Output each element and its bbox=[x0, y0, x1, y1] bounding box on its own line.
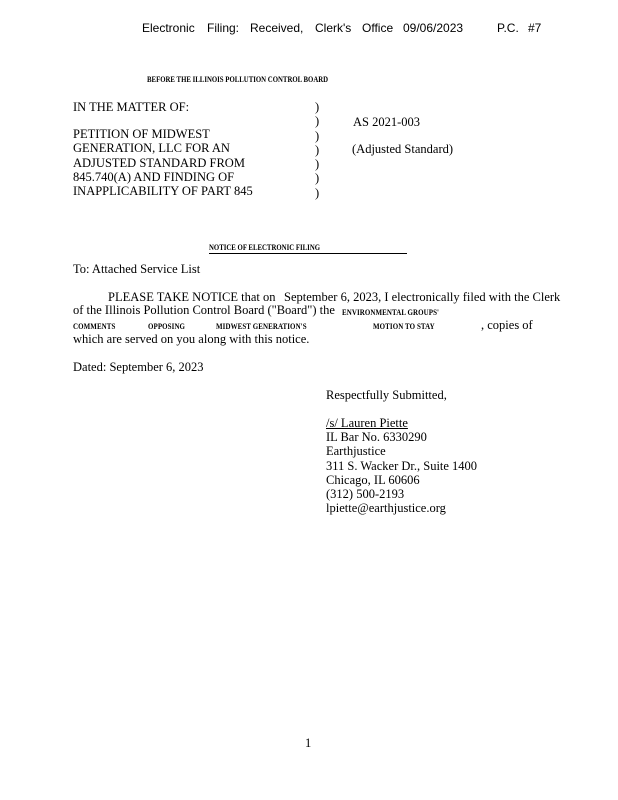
parens-column bbox=[315, 100, 319, 200]
petition-line: PETITION OF MIDWEST bbox=[73, 127, 210, 141]
to-line: To: Attached Service List bbox=[73, 262, 201, 276]
phone: (312) 500-2193 bbox=[326, 487, 405, 502]
header-electronic: Electronic bbox=[142, 21, 195, 35]
page-number: 1 bbox=[305, 736, 312, 750]
paren: ) bbox=[315, 185, 320, 200]
paren: ) bbox=[315, 100, 320, 114]
header-clerk: Clerk's bbox=[315, 21, 352, 35]
signature-block bbox=[326, 430, 477, 516]
body-line4: which are served on you along with this notice. bbox=[73, 332, 310, 346]
comments-word: COMMENTS bbox=[73, 321, 116, 331]
body-line2: of the Illinois Pollution Control Board ("Board") the bbox=[73, 303, 335, 317]
case-number: AS 2021-003 bbox=[353, 115, 421, 129]
body-line1-b: September 6, 2023, I electronically filed with the Clerk bbox=[284, 290, 561, 304]
paren: ) bbox=[315, 157, 320, 172]
petition-line: 845.740(A) AND FINDING OF bbox=[73, 169, 235, 184]
closing: Respectfully Submitted, bbox=[326, 388, 447, 402]
address-street: 311 S. Wacker Dr., Suite 1400 bbox=[326, 458, 478, 473]
petition-line: GENERATION, LLC FOR AN bbox=[73, 141, 230, 156]
email: lpiette@earthjustice.org bbox=[326, 501, 446, 516]
header-date: 09/06/2023 bbox=[403, 21, 464, 35]
case-type: (Adjusted Standard) bbox=[352, 142, 454, 156]
in-the-matter: IN THE MATTER OF: bbox=[73, 100, 190, 114]
copies-of: , copies of bbox=[481, 318, 533, 332]
address-city: Chicago, IL 60606 bbox=[326, 472, 420, 487]
midwest-word: MIDWEST GENERATION'S bbox=[216, 321, 307, 331]
header-office: Office bbox=[362, 21, 394, 35]
petition-block bbox=[73, 127, 253, 198]
notice-title-underline bbox=[209, 253, 407, 254]
paren: ) bbox=[315, 128, 320, 143]
env-groups: ENVIRONMENTAL GROUPS' bbox=[342, 307, 440, 317]
paren: ) bbox=[315, 142, 320, 157]
petition-line: ADJUSTED STANDARD FROM bbox=[73, 155, 245, 170]
dated-line: Dated: September 6, 2023 bbox=[73, 360, 204, 374]
header-received: Received, bbox=[250, 21, 304, 35]
header-pc: P.C. bbox=[497, 21, 519, 35]
body-line1-a: PLEASE TAKE NOTICE that on bbox=[108, 290, 276, 304]
paren: ) bbox=[315, 171, 320, 186]
signature-name: /s/ Lauren Piette bbox=[326, 416, 408, 430]
bar-number: IL Bar No. 6330290 bbox=[326, 430, 427, 444]
header-filing: Filing: bbox=[207, 21, 240, 35]
opposing-word: OPPOSING bbox=[148, 321, 186, 331]
notice-title: NOTICE OF ELECTRONIC FILING bbox=[209, 243, 321, 252]
paren: ) bbox=[315, 114, 320, 129]
motion-word: MOTION TO STAY bbox=[373, 321, 435, 331]
board-title: BEFORE THE ILLINOIS POLLUTION CONTROL BOARD bbox=[147, 75, 329, 84]
header-pc-number: #7 bbox=[528, 21, 542, 35]
petition-line: INAPPLICABILITY OF PART 845 bbox=[73, 184, 253, 199]
organization: Earthjustice bbox=[326, 444, 386, 459]
